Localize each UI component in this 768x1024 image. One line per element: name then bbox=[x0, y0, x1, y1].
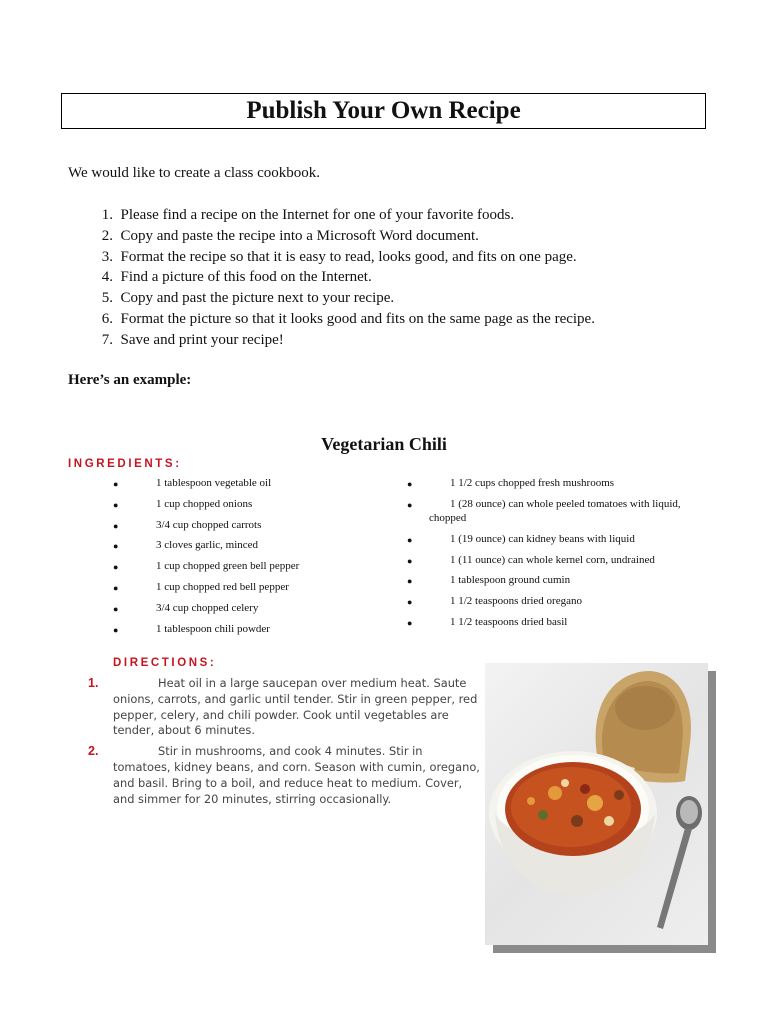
step-item bbox=[68, 247, 595, 268]
step-number: 7. bbox=[101, 331, 113, 348]
chili-photo bbox=[485, 663, 708, 945]
step-item bbox=[68, 309, 595, 330]
ingredient-text: 3/4 cup chopped carrots bbox=[156, 518, 262, 531]
step-item bbox=[68, 288, 595, 309]
step-text: Find a picture of this food on the Internet. bbox=[120, 269, 372, 286]
example-label: Here’s an example: bbox=[68, 372, 192, 388]
step-text: Format the recipe so that it is easy to read, looks good, and fits on one page. bbox=[120, 248, 577, 265]
bullet-icon: ● bbox=[113, 582, 119, 593]
ingredient-text: 3 cloves garlic, minced bbox=[156, 539, 259, 552]
direction-number: 1. bbox=[88, 676, 99, 690]
steps-list bbox=[68, 205, 595, 351]
ingredient-text: 1 tablespoon vegetable oil bbox=[156, 477, 272, 489]
step-text: Format the picture so that it looks good and fits on the same page as the recipe. bbox=[120, 310, 595, 327]
directions-list bbox=[88, 676, 483, 812]
bullet-icon: ● bbox=[113, 479, 119, 489]
ingredient-text: 3/4 cup chopped celery bbox=[156, 601, 259, 614]
step-text: Copy and paste the recipe into a Microsoft Word document. bbox=[120, 227, 479, 244]
recipe-title: Vegetarian Chili bbox=[321, 434, 447, 454]
ingredient-text: 1 tablespoon chili powder bbox=[156, 622, 270, 635]
ingredient-text: 1 1/2 teaspoons dried basil bbox=[450, 615, 568, 628]
bullet-icon: ● bbox=[113, 520, 119, 531]
ingredient-text: 1 cup chopped red bell pepper bbox=[156, 580, 289, 593]
bullet-icon: ● bbox=[113, 624, 119, 635]
direction-text: Stir in mushrooms, and cook 4 minutes. Stir in tomatoes, kidney beans, and corn. Season with cumin, oregano, and basil. Bring to a boil, and reduce heat to medium. Cover, and simmer for 20 minutes, stirring occasionally. bbox=[113, 744, 480, 806]
ingredient-text: 1 1/2 cups chopped fresh mushrooms bbox=[450, 477, 615, 489]
intro-text: We would like to create a class cookbook. bbox=[68, 165, 321, 181]
ingredient-text: 1 (19 ounce) can kidney beans with liquid bbox=[450, 532, 635, 545]
direction-step bbox=[88, 744, 483, 807]
ingredient-text: 1 (28 ounce) can whole peeled tomatoes with liquid, chopped bbox=[429, 497, 681, 524]
ingredients-heading: INGREDIENTS: bbox=[68, 458, 182, 470]
bullet-icon: ● bbox=[113, 541, 119, 552]
bullet-icon: ● bbox=[407, 555, 413, 566]
bullet-icon: ● bbox=[407, 499, 413, 510]
ingredient-text: 1 cup chopped green bell pepper bbox=[156, 560, 300, 573]
step-number: 2. bbox=[101, 227, 113, 244]
bullet-icon: ● bbox=[113, 603, 119, 614]
step-text: Save and print your recipe! bbox=[120, 331, 284, 348]
ingredient-text: 1 (11 ounce) can whole kernel corn, undrained bbox=[450, 553, 655, 566]
direction-number: 2. bbox=[88, 744, 99, 759]
ingredient-text: 1 cup chopped onions bbox=[156, 497, 253, 510]
directions-heading: DIRECTIONS: bbox=[113, 657, 217, 669]
step-item bbox=[68, 330, 595, 351]
bullet-icon: ● bbox=[407, 534, 413, 545]
step-text: Copy and past the picture next to your recipe. bbox=[120, 290, 395, 307]
bullet-icon: ● bbox=[113, 499, 119, 510]
direction-step bbox=[88, 676, 483, 739]
chili-bowl-illustration bbox=[485, 663, 708, 945]
step-number: 6. bbox=[101, 310, 113, 327]
step-number: 4. bbox=[101, 269, 113, 286]
bullet-icon: ● bbox=[407, 597, 413, 608]
ingredient-text: 1 1/2 teaspoons dried oregano bbox=[450, 595, 582, 608]
bullet-icon: ● bbox=[113, 562, 119, 573]
step-item bbox=[68, 226, 595, 247]
step-item bbox=[68, 205, 595, 226]
step-text: Please find a recipe on the Internet for one of your favorite foods. bbox=[120, 207, 515, 223]
direction-text: Heat oil in a large saucepan over medium heat. Saute onions, carrots, and garlic until tender. Stir in green pepper, red pepper, celery, and chili powder. Cook until vegetables are tender, about 6 minutes. bbox=[113, 676, 478, 738]
page-title: Publish Your Own Recipe bbox=[246, 97, 521, 124]
step-item bbox=[68, 267, 595, 288]
step-number: 3. bbox=[101, 248, 113, 265]
step-number: 5. bbox=[101, 290, 113, 307]
bullet-icon: ● bbox=[407, 617, 413, 628]
ingredient-text: 1 tablespoon ground cumin bbox=[450, 574, 571, 587]
step-number: 1. bbox=[101, 207, 113, 223]
title-box bbox=[61, 93, 706, 129]
bullet-icon: ● bbox=[407, 576, 413, 587]
bullet-icon: ● bbox=[407, 479, 413, 489]
